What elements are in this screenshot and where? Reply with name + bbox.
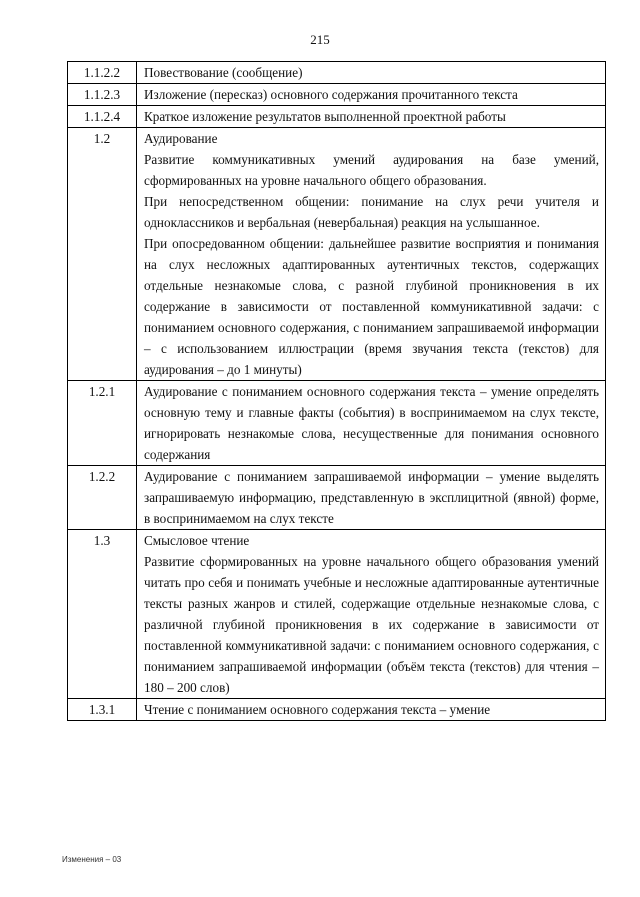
row-code: 1.1.2.2 xyxy=(68,62,137,84)
row-code: 1.1.2.4 xyxy=(68,106,137,128)
row-code: 1.2.2 xyxy=(68,466,137,530)
row-code: 1.2.1 xyxy=(68,381,137,466)
row-code: 1.1.2.3 xyxy=(68,84,137,106)
row-heading: Краткое изложение результатов выполненной проектной работы xyxy=(144,109,506,124)
footer-note: Изменения – 03 xyxy=(62,855,122,864)
table-row xyxy=(68,699,606,721)
table-row xyxy=(68,381,606,466)
table-row xyxy=(68,530,606,699)
row-code: 1.2 xyxy=(68,128,137,381)
row-paragraph: Аудирование с пониманием основного содержания текста – умение определять основную тему и главные факты (события) в воспринимаемом на слух тексте, игнорировать незнакомые слова, несущественные для понимания основного содержания xyxy=(144,384,599,462)
row-content xyxy=(137,381,606,466)
row-content xyxy=(137,84,606,106)
row-paragraph: Развитие сформированных на уровне начального общего образования умений читать про себя и понимать учебные и несложные адаптированные аутентичные тексты разных жанров и стилей, содержащие отдельные незнакомые слова, с различной глубиной проникновения в их содержание в зависимости от поставленной коммуникативной задачи: с пониманием основного содержания, с пониманием запрашиваемой информации (объём текста (текстов) для чтения – 180 – 200 слов) xyxy=(144,554,599,695)
row-paragraph: При непосредственном общении: понимание на слух речи учителя и одноклассников и вербальная (невербальная) реакция на услышанное. xyxy=(144,194,599,230)
row-content xyxy=(137,128,606,381)
row-heading: Смысловое чтение xyxy=(144,533,250,548)
row-heading: Повествование (сообщение) xyxy=(144,65,303,80)
table-row xyxy=(68,466,606,530)
row-heading: Изложение (пересказ) основного содержания прочитанного текста xyxy=(144,87,518,102)
row-code: 1.3.1 xyxy=(68,699,137,721)
row-paragraph: Чтение с пониманием основного содержания текста – умение xyxy=(144,702,491,717)
row-paragraph: Развитие коммуникативных умений аудирования на базе умений, сформированных на уровне начального общего образования. xyxy=(144,152,599,188)
table-row xyxy=(68,106,606,128)
table-row xyxy=(68,62,606,84)
table-row xyxy=(68,84,606,106)
row-content xyxy=(137,62,606,84)
row-content xyxy=(137,699,606,721)
table-row xyxy=(68,128,606,381)
row-heading: Аудирование xyxy=(144,131,218,146)
page-number: 215 xyxy=(310,32,330,47)
curriculum-table xyxy=(67,61,606,721)
row-content xyxy=(137,106,606,128)
row-content xyxy=(137,466,606,530)
row-content xyxy=(137,530,606,699)
row-paragraph: Аудирование с пониманием запрашиваемой информации – умение выделять запрашиваемую информацию, представленную в эксплицитной (явной) форме, в воспринимаемом на слух тексте xyxy=(144,469,599,526)
row-paragraph: При опосредованном общении: дальнейшее развитие восприятия и понимания на слух несложных адаптированных аутентичных текстов, содержащих отдельные незнакомые слова, с разной глубиной проникновения в их содержание в зависимости от поставленной коммуникативной задачи: с пониманием основного содержания, с пониманием запрашиваемой информации – с использованием иллюстрации (время звучания текста (текстов) для аудирования – до 1 минуты) xyxy=(144,236,599,377)
row-code: 1.3 xyxy=(68,530,137,699)
